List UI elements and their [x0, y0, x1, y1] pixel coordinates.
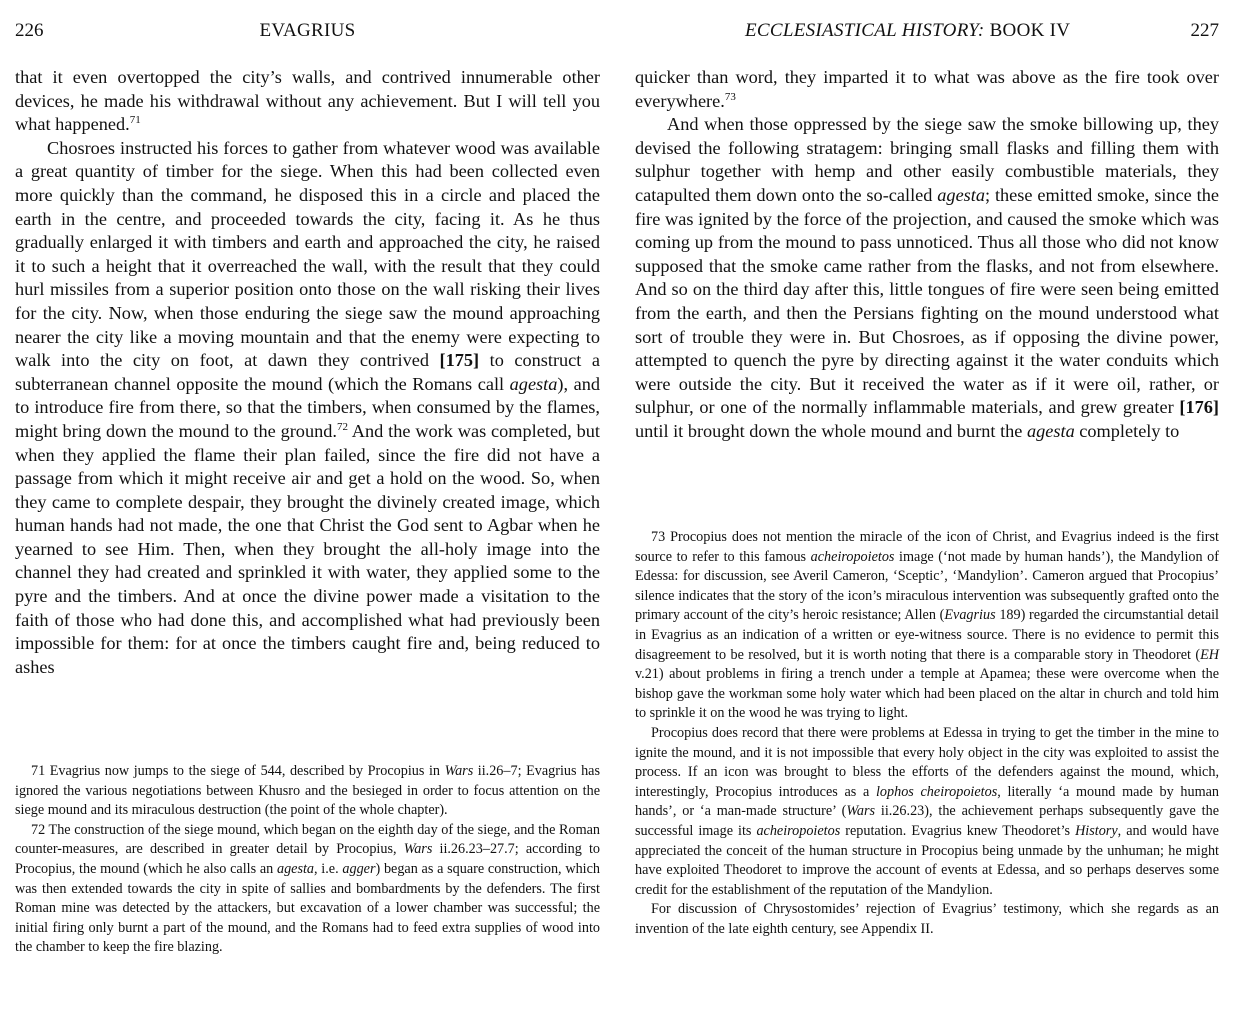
footnote-ref[interactable]: 72	[336, 420, 348, 433]
paragraph: And when those oppressed by the siege saw the smoke billowing up, they devised the following stratagem: bringing small flasks and filling them with sulphur together with hemp and other easily combustible materials, they catapulted them down onto the so-called agesta; these emitted smoke, since the fire was ignited by the force of the projection, and caused the smoke which was coming up from the mound to pass unnoticed. Thus all those who did not know supposed that the smoke came rather from the flasks, and not from elsewhere. And so on the third day after this, little tongues of fire were seen being emitted from the earth, and then the Persians fighting on the mound understood what sort of trouble they were in. But Chosroes, as if opposing the divine power, attempted to quench the pyre by directing against it the water conduits which were outside the city. But it received the water as if it were oil, rather, or sulphur, or one of the normally inflammable materials, and grew greater [176] until it brought down the whole mound and burnt the agesta completely to	[635, 114, 1219, 441]
paragraph: that it even overtopped the city’s walls, and contrived innumerable other devices, he made his withdrawal without any achievement. But I will tell you what happened.$^{71}$	[15, 67, 600, 135]
left-running-title: EVAGRIUS	[259, 20, 356, 41]
paragraph: quicker than word, they imparted it to what was above as the fire took over everywhere.$^{73}$	[635, 67, 1219, 111]
left-running-head	[15, 20, 600, 44]
page-reference: [175]	[439, 350, 480, 371]
right-page	[635, 0, 1219, 1012]
right-footnotes	[635, 528, 1219, 939]
footnote-ref[interactable]: 73	[724, 90, 736, 103]
right-page-number: 227	[1190, 20, 1219, 41]
left-page-number: 226	[15, 20, 44, 41]
paragraph: Chosroes instructed his forces to gather from whatever wood was available a great quantity of timber for the siege. When this had been collected even more quickly than the command, he disposed this in a circle and placed the earth in the centre, and proceeded towards the city, facing it. As he thus gradually enlarged it with timbers and earth and approached the city, he raised it to such a height that it overreached the wall, with the result that they could hurl missiles from a superior position onto those on the wall risking their lives for the city. Now, when those enduring the siege saw the mound approaching nearer the city like a moving mountain and that the enemy were expecting to walk into the city on foot, at dawn they contrived [175] to construct a subterranean channel opposite the mound (which the Romans call agesta), and to introduce fire from there, so that the timbers, when consumed by the flames, might bring down the mound to the ground.$^{72}$ And the work was completed, but when they applied the flame their plan failed, since the fire did not have a passage from which it might receive air and get a hold on the wood. So, when they came to complete despair, they brought the divinely created image, which human hands had not made, the one that Christ the God sent to Agbar when he yearned to see Him. Then, when they brought the all-holy image into the channel they had created and sprinkled it with water, they applied some to the pyre and the timbers. And at once the divine power made a visitation to the faith of those who had done this, and accomplished what had previously been impossible for them: for at once the timbers caught fire and, being reduced to ashes	[15, 137, 601, 677]
left-footnotes	[15, 762, 600, 958]
right-body-text	[635, 66, 1219, 444]
left-page	[15, 0, 600, 1012]
left-body-text	[15, 66, 600, 679]
right-running-head	[635, 20, 1219, 44]
right-running-title: ECCLESIASTICAL HISTORY: BOOK IV	[745, 20, 1071, 41]
footnote-73-appendix: For discussion of Chrysostomides’ rejection of Evagrius’ testimony, which she regards as an invention of the late eighth century, see Appendix II.	[635, 901, 1219, 937]
footnote-ref[interactable]: 71	[129, 114, 141, 127]
page-reference: [176]	[1179, 397, 1219, 418]
footnote-73-continued: Procopius does record that there were problems at Edessa in trying to get the timber in the mine to ignite the mound, and it is not impossible that every holy object in the city was exploited to assist the process. If an icon was brought to bless the efforts of the defenders against the mound, which, interestingly, Procopius introduces as a lophos cheiropoietos, literally ‘a mound made by human hands’, or ‘a man-made structure’ (Wars ii.26.23), the achievement perhaps subsequently gave the successful image its acheiropoietos reputation. Evagrius knew Theodoret’s History, and would have appreciated the conceit of the human structure in Procopius being unmade by the unhuman; he might have exploited Theodoret to improve the account of events at Edessa, and so perhaps deserves some credit for the establishment of the reputation of the Mandylion.	[635, 724, 1219, 898]
footnote-71: 71 Evagrius now jumps to the siege of 544, described by Procopius in Wars ii.26–7; Evagrius has ignored the various negotiations between Khusro and the besieged in order to focus attention on the siege mound and its miraculous destruction (the point of the whole chapter).	[15, 763, 600, 819]
footnote-73: 73 Procopius does not mention the miracle of the icon of Christ, and Evagrius indeed is the first source to refer to this famous acheiropoietos image (‘not made by human hands’), the Mandylion of Edessa: for discussion, see Averil Cameron, ‘Sceptic’, ‘Mandylion’. Cameron argued that Procopius’ silence indicates that the story of the icon’s miraculous intervention was subsequently grafted onto the primary account of the city’s heroic resistance; Allen (Evagrius 189) regarded the circumstantial detail in Evagrius as an indication of a written or eye-witness source. There is no evidence to permit this disagreement to be resolved, but it is worth noting that there is a comparable story in Theodoret (EH v.21) about problems in firing a trench under a temple at Apamea; these were overcome when the bishop gave the workman some holy water which had been placed on the altar in church and told him to sprinkle it on the wood he was trying to light.	[635, 529, 1220, 722]
footnote-72: 72 The construction of the siege mound, which began on the eighth day of the siege, and the Roman counter-measures, are described in greater detail by Procopius, Wars ii.26.23–27.7; according to Procopius, the mound (which he also calls an agesta, i.e. agger) began as a square construction, which was then extended towards the city in spite of sallies and bombardments by the defenders. The first Roman mine was detected by the attackers, but excavation of a lower chamber was successful; the initial firing only burnt a part of the mound, and the Romans had to feed extra supplies of wood into the chamber to keep the fire blazing.	[15, 821, 601, 956]
